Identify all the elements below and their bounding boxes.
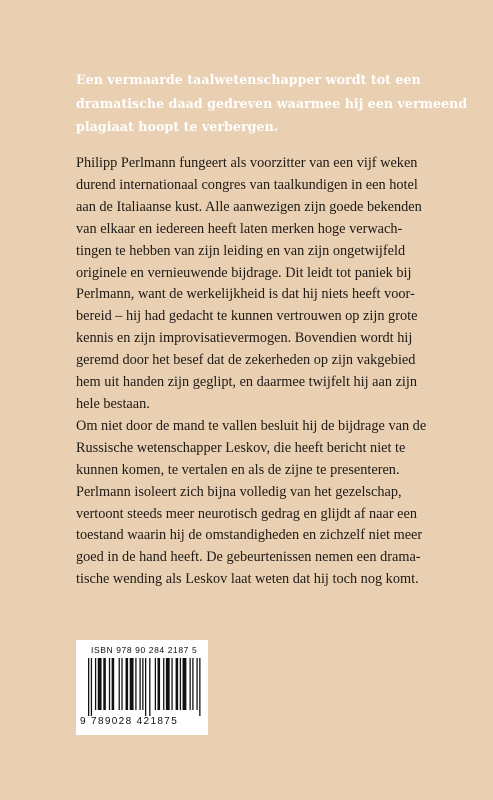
barcode-bar (155, 658, 156, 710)
barcode-bar (91, 658, 92, 716)
barcode-bar (163, 658, 164, 710)
barcode-bar (103, 658, 106, 710)
barcode-bar (119, 658, 120, 710)
synopsis-line: tingen te hebben van zijn leiding en van zijn ongetwijfeld (76, 242, 406, 259)
synopsis-line: toestand waarin hij de omstandigheden en zichzelf niet meer (76, 527, 423, 544)
barcode-bar (139, 658, 140, 710)
synopsis-line: kennis en zijn improvisatievermogen. Bovendien wordt hij (76, 330, 413, 347)
synopsis-line: van elkaar en iedereen heeft laten merken hoge verwach- (76, 220, 403, 237)
barcode-bar (199, 658, 200, 716)
synopsis-line: hele bestaan. (76, 395, 150, 412)
barcode-bar (149, 658, 150, 716)
barcode-bar (196, 658, 197, 710)
blurb-line: plagiaat hoopt te verbergen. (76, 119, 279, 134)
barcode-bar (126, 658, 129, 710)
ean-digits: 9 789028 421875 (80, 716, 179, 727)
synopsis-line: Perlmann isoleert zich bijna volledig van het gezelschap, (76, 483, 402, 500)
barcode-bar (109, 658, 110, 710)
blurb-line: Een vermaarde taalwetenschapper wordt tot een (76, 72, 421, 87)
barcode-bar (121, 658, 122, 710)
synopsis-line: vertoont steeds meer neurotisch gedrag en glijdt af naar een (76, 505, 418, 522)
isbn-number: ISBN 978 90 284 2187 5 (91, 645, 198, 655)
synopsis-line: Philipp Perlmann fungeert als voorzitter van een vijf weken (76, 155, 418, 171)
synopsis-line: tische wending als Leskov laat weten dat hij toch nog komt. (76, 571, 419, 588)
synopsis-line: geremd door het besef dat de zekerheden op zijn vakgebied (76, 352, 416, 369)
barcode-bar (145, 658, 146, 716)
barcode-bar (183, 658, 187, 710)
barcode-bar (166, 658, 170, 710)
barcode-bar (176, 658, 179, 710)
barcode-bar (95, 658, 96, 710)
barcode-bar (189, 658, 190, 710)
barcode-bar (112, 658, 115, 710)
barcode-label (76, 640, 208, 735)
synopsis-line: Perlmann, want de werkelijkheid is dat hij niets heeft voor- (76, 286, 415, 303)
barcode-bar (171, 658, 172, 710)
synopsis-line: kunnen komen, te vertalen en als de zijne te presenteren. (76, 461, 400, 478)
synopsis-line: originele en vernieuwende bijdrage. Dit leidt tot paniek bij (76, 264, 412, 281)
synopsis-line: hem uit handen zijn geglipt, en daarmee twijfelt hij aan zijn (76, 374, 418, 391)
barcode-icon (88, 658, 202, 716)
synopsis (76, 153, 476, 591)
synopsis-line: bereid – hij had gedacht te kunnen vertrouwen op zijn grote (76, 308, 418, 325)
synopsis-line: durend internationaal congres van taalkundigen in een hotel (76, 176, 418, 193)
barcode-bar (158, 658, 161, 710)
barcode-bar (130, 658, 134, 710)
barcode-bar (192, 658, 193, 710)
barcode-bar (88, 658, 89, 716)
synopsis-line: aan de Italiaanse kust. Alle aanwezigen zijn goede bekenden (76, 198, 422, 215)
synopsis-line: Om niet door de mand te vallen besluit hij de bijdrage van de (76, 417, 427, 434)
synopsis-line: goed in de hand heeft. De gebeurtenissen nemen een drama- (76, 549, 421, 566)
barcode-bar (98, 658, 102, 710)
synopsis-line: Russische wetenschapper Leskov, die heeft bericht niet te (76, 439, 406, 456)
barcode-bar (180, 658, 181, 710)
barcode-bar (135, 658, 136, 710)
blurb-line: dramatische daad gedreven waarmee hij een vermeend (76, 95, 468, 111)
barcode-bar (142, 658, 143, 710)
blurb (76, 68, 476, 139)
